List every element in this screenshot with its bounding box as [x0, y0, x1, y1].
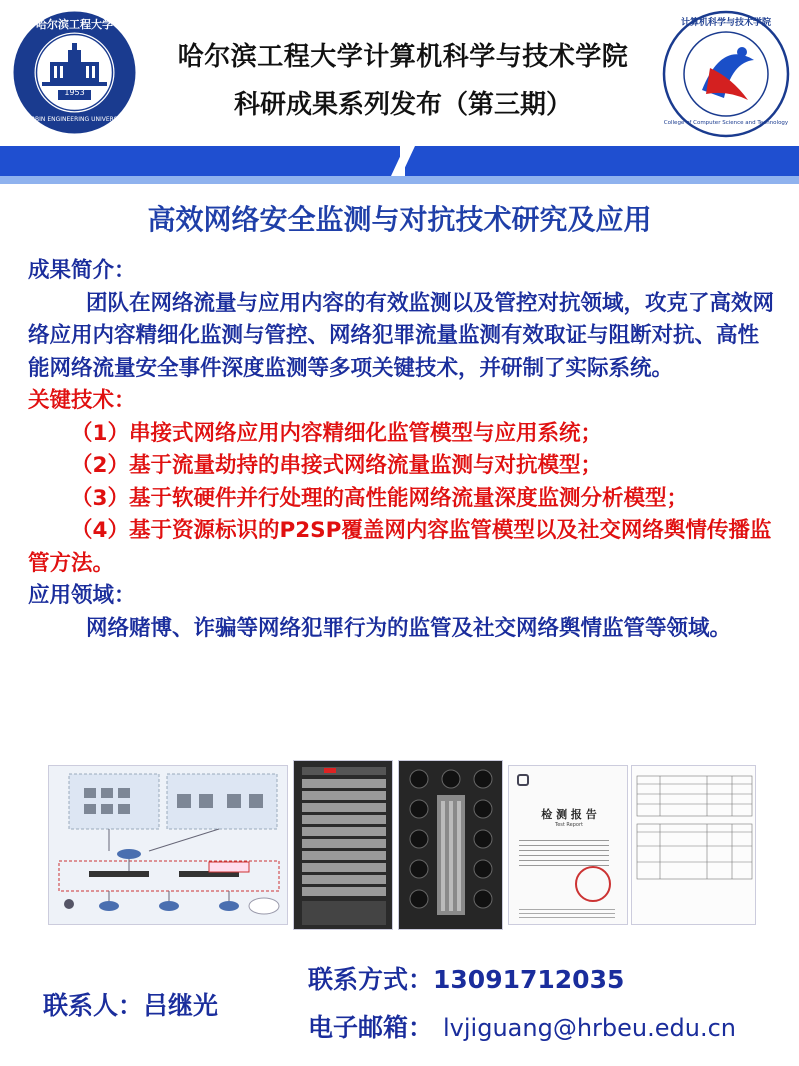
contact-person-label: 联系人：: [43, 991, 144, 1020]
key-tech-item-4: （4）基于资源标识的P2SP覆盖网内容监管模型以及社交网络舆情传播监管方法。: [28, 518, 772, 576]
contact-person-name: 吕继光: [143, 991, 219, 1020]
report-seal: [575, 866, 611, 902]
network-topology-diagram: [48, 765, 288, 925]
poster-content: [28, 255, 776, 645]
logo-left-top-text: 哈尔滨工程大学: [36, 18, 113, 31]
network-diagram-graphic: [49, 766, 288, 925]
contact-phone: [308, 960, 624, 996]
report-footer-lines: [519, 906, 615, 918]
summary-body: 团队在网络流量与应用内容的有效监测以及管控对抗领域，攻克了高效网络应用内容精细化监测与管控、网络犯罪流量监测有效取证与阻断对抗、高性能网络流量安全事件深度监测等多项关键技术，并研制了实际系统。: [28, 290, 775, 381]
logo-left-bottom-text: HARBIN ENGINEERING UNIVERSITY: [22, 116, 127, 123]
contact-email: [308, 1008, 736, 1044]
header-band: [0, 146, 799, 176]
server-rack-photo: [293, 760, 393, 930]
report-title: 检 测 报 告: [541, 808, 597, 821]
application-body: 网络赌博、诈骗等网络犯罪行为的监管及社交网络舆情监管等领域。: [86, 615, 732, 641]
contact-phone-label: 联系方式：: [308, 965, 434, 994]
contact-email-label: 电子邮箱：: [308, 1013, 434, 1042]
logo-right-text: [662, 10, 790, 138]
key-tech-item-1: （1）串接式网络应用内容精细化监管模型与应用系统；: [71, 420, 602, 446]
header-title-line1: 哈尔滨工程大学计算机科学与技术学院: [177, 42, 629, 72]
report-subtitle: Test Report: [554, 822, 583, 828]
project-title: 高效网络安全监测与对抗技术研究及应用: [147, 203, 652, 236]
server-fan-photo: [398, 760, 503, 930]
figure-strip: [48, 760, 758, 930]
key-tech-item-2: （2）基于流量劫持的串接式网络流量监测与对抗模型；: [71, 453, 602, 478]
contact-person: [43, 986, 218, 1022]
server-fan-graphic: [399, 761, 503, 930]
header-title-line2: 科研成果系列发布（第三期）: [233, 90, 572, 120]
test-report-table-page: [631, 765, 756, 925]
key-tech-heading: 关键技术：: [28, 388, 136, 413]
test-report-cover: [508, 765, 628, 925]
report-logo-icon: [517, 774, 529, 786]
band-left: [0, 146, 400, 176]
logo-right-bottom-text: College of Computer Science and Technology: [663, 120, 789, 126]
server-rack-graphic: [294, 761, 393, 930]
contact-phone-number: 13091712035: [433, 965, 625, 994]
logo-right-top-text: 计算机科学与技术学院: [680, 18, 771, 28]
report-table-graphic: [632, 766, 756, 925]
contact-email-address[interactable]: lvjiguang@hrbeu.edu.cn: [443, 1014, 736, 1042]
band-right: [405, 146, 799, 176]
logo-left-text: [12, 10, 137, 135]
poster-header: [0, 0, 799, 150]
logo-left-year: 1953: [64, 88, 85, 97]
application-heading: 应用领域：: [28, 583, 136, 608]
key-tech-item-3: （3）基于软硬件并行处理的高性能网络流量深度监测分析模型；: [71, 485, 688, 511]
band-light-stripe: [0, 176, 799, 184]
summary-heading: 成果简介：: [28, 258, 136, 283]
report-lines: [519, 836, 609, 866]
